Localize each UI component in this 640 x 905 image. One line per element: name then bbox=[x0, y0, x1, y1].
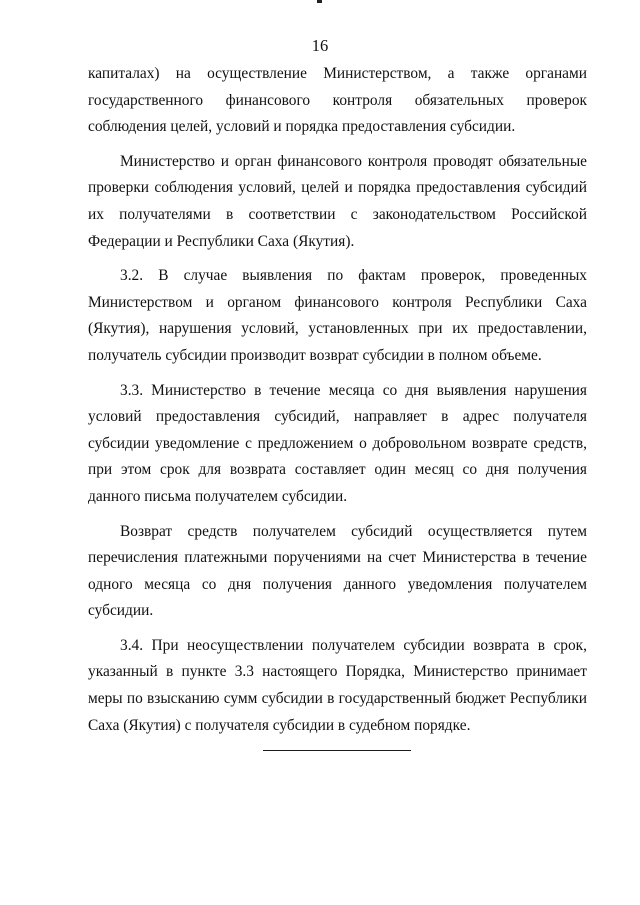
paragraph-continuation: капиталах) на осуществление Министерством, а также органами государственного финансового контроля обязательных проверок соблюдения целей, условий и порядка предоставления субсидии. bbox=[88, 65, 587, 136]
paragraph-3-4: 3.4. При неосуществлении получателем субсидии возврата в срок, указанный в пункте 3.3 настоящего Порядка, Министерство принимает меры по взысканию сумм субсидии в государственный бюджет Республики Саха (Якутия) с получателя субсидии в судебном порядке. bbox=[88, 636, 587, 734]
paragraph-3-3: 3.3. Министерство в течение месяца со дня выявления нарушения условий предоставления субсидий, направляет в адрес получателя субсидии уведомление с предложением о добровольном возврате средств, при этом срок для возврата составляет один месяц со дня получения данного письма получателем субсидии. bbox=[88, 381, 587, 505]
page-number: 16 bbox=[311, 36, 329, 55]
scan-mark bbox=[317, 0, 322, 3]
end-divider bbox=[263, 750, 411, 751]
paragraph-3-2: 3.2. В случае выявления по фактам проверок, проведенных Министерством и органом финансового контроля Республики Саха (Якутия), нарушения условий, установленных при их предоставлении, получатель субсидии производит возврат субсидии в полном объеме. bbox=[88, 267, 587, 364]
paragraph-refund: Возврат средств получателем субсидий осуществляется путем перечисления платежными поручениями на счет Министерства в течение одного месяца со дня получения данного уведомления получателем субсидии. bbox=[88, 522, 587, 620]
document-body bbox=[88, 61, 587, 747]
paragraph-inspection: Министерство и орган финансового контроля проводят обязательные проверки соблюдения условий, целей и порядка предоставления субсидий их получателями в соответствии с законодательством Российской Федерации и Республики Саха (Якутия). bbox=[88, 152, 587, 250]
